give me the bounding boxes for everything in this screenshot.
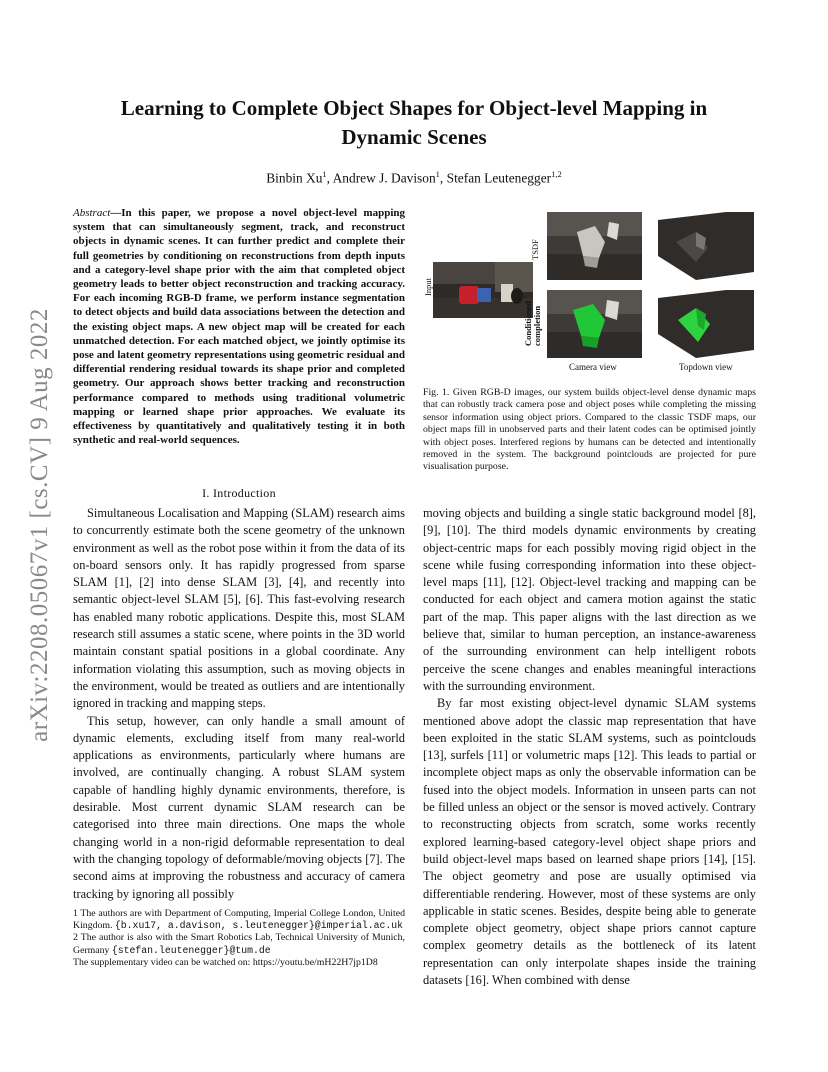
arxiv-id: arXiv:2208.05067v1 [cs.CV] 9 Aug 2022 — [26, 308, 53, 742]
figure-caption: Fig. 1. Given RGB-D images, our system builds object-level dense dynamic maps that can robustly track camera pose and object poses while completing the missing sensor information using object priors. Compared to the classic TSDF maps, our object maps fill in unobserved parts and their latent codes can be optimised jointly with object poses. Interfered regions by humans can be detected and intentionally removed in the system. The background pointclouds are projected for pure visualisation purpose. — [423, 387, 756, 473]
arxiv-sidebar-stamp — [20, 290, 60, 760]
right-column-body — [423, 505, 756, 989]
figure-1 — [423, 208, 756, 378]
author-name: Stefan Leutenegger — [446, 170, 552, 186]
author-affiliation: 1 — [435, 169, 440, 179]
body-paragraph: Simultaneous Localisation and Mapping (SLAM) research aims to concurrently estimate both the scene geometry of the unknown environment as well as the robot pose within it from the data of its on-board sensors only. It has rapidly progressed from sparse SLAM [1], [2] into dense SLAM [3], [4], and recently into semantic object-level SLAM [5], [6]. This fast-evolving research has enabled many robotic applications. Despite this, most SLAM research still assumes a static scene, where points in the 3D world maintain constant spatial positions in a global coordinate. Any information violating this assumption, such as moving objects in the environment, would be treated as outliers and are intentionally ignored in tracking and mapping steps. — [73, 506, 405, 711]
footnotes — [73, 908, 405, 969]
footnote-text: 2 The author is also with the Smart Robotics Lab, Technical University of Munich, Germany — [73, 932, 405, 956]
completion-label-text: Conditioned completion — [523, 301, 542, 346]
footnote-email: {stefan.leutenegger}@tum.de — [111, 944, 271, 956]
footnote-email: {b.xu17, a.davison, s.leutenegger}@imperial.ac.uk — [114, 920, 403, 932]
author-name: Binbin Xu — [266, 170, 323, 186]
paper-title: Learning to Complete Object Shapes for Object-level Mapping in Dynamic Scenes — [120, 96, 708, 149]
author-separator: , — [326, 170, 333, 186]
left-column-body — [73, 505, 405, 903]
author-line — [80, 169, 748, 186]
input-label: Input — [423, 278, 433, 296]
author-separator: , — [439, 170, 447, 186]
abstract-text: In this paper, we propose a novel object-level mapping system that can simultaneously segment, track, and reconstruct objects in dynamic scenes. It can further predict and complete their full geometries by conditioning on reconstructions from depth inputs and a category-level shape prior with the aim that completed object geometry leads to better object reconstruction and tracking accuracy. For each incoming RGB-D frame, we perform instance segmentation to detect objects and build data associations between the detection and the existing object maps. A new object map will be created for each unmatched detection. For each matched object, we jointly optimise its pose and latent geometry representations using geometric residual and differential rendering residual towards its shape prior and completed geometry. Our approach shows better tracking and reconstruction performance compared to methods using traditional volumetric mapping or learned shape prior approaches. We evaluate its effectiveness by quantitatively and qualitatively testing it in both synthetic and real-world sequences. — [73, 207, 405, 447]
footnote-video: The supplementary video can be watched on: https://youtu.be/mH22H7jp1D8 — [73, 956, 378, 968]
tsdf-camera-view-image — [547, 212, 642, 280]
completion-topdown-view-image — [656, 290, 754, 358]
tsdf-topdown-view-image — [656, 212, 754, 280]
camera-view-label: Camera view — [569, 362, 617, 372]
topdown-view-label: Topdown view — [679, 362, 733, 372]
completion-label — [524, 284, 542, 346]
completion-camera-view-image — [547, 290, 642, 358]
abstract-dash: — — [110, 207, 122, 219]
footnote — [73, 908, 405, 932]
abstract — [73, 206, 405, 447]
footnote-text: 1 The authors are with Department of Computing, Imperial College London, United Kingdom. — [73, 908, 405, 932]
body-paragraph: moving objects and building a single static background model [8], [9], [10]. The third models dynamic environments by creating object-centric maps for each possibly moving rigid object in the scene while fusing corresponding information into these object-level maps [11], [12]. Object-level tracking and mapping can be conducted for each object and camera motion against the static part of the map. This paper aligns with the last direction as we believe that, similar to human perception, an instance-awareness of the surrounding environment can help intelligent robots perceive the scene changes and enables meaningful interactions with the surrounding environment. — [423, 506, 756, 693]
footnote — [73, 932, 405, 956]
abstract-lead: Abstract — [73, 207, 111, 219]
author-affiliation: 1,2 — [551, 169, 562, 179]
body-paragraph: This setup, however, can only handle a small amount of dynamic elements, excluding itself from many real-world applications as environments, particularly where humans are involved, are continually changing. A robust SLAM system capable of handling highly dynamic environments, therefore, is desirable. Most current dynamic SLAM research can be categorised into three main directions. One maps the whole changing world in a non-rigid deformable representation to deal with the changing topology of deformable/moving objects [7]. The second aims at improving the robustness and accuracy of camera tracking by ignoring all possibly — [73, 713, 405, 901]
body-paragraph: By far most existing object-level dynamic SLAM systems mentioned above adopt the classic map representation that have been exploited in the static SLAM systems, such as pointclouds [13], surfels [11] or volumetric maps [12]. This leads to partial or incomplete object maps as only the observable information can be fused into the object models. Information in unseen parts can not be filled unless an object or the sensor is moved actively. Contrary to reconstructing objects from scratch, some works recently explored learning-based category-level object shape priors and build object-level maps based on learned shape priors [14], [15]. The object geometry and pose are usually optimised via differentiable rendering. However, most of these systems are only applicable in static scenes. Besides, despite being able to generate complete object geometry, object shape priors cannot capture complex geometry details as the bottleneck of its latent representation can only interpolate shapes inside the training datasets [16]. When combined with dense — [423, 696, 756, 988]
section-heading: I. Introduction — [202, 486, 276, 500]
author-affiliation: 1 — [322, 169, 327, 179]
input-rgb-image — [433, 262, 533, 318]
tsdf-label: TSDF — [530, 239, 540, 260]
author-name: Andrew J. Davison — [332, 170, 436, 186]
